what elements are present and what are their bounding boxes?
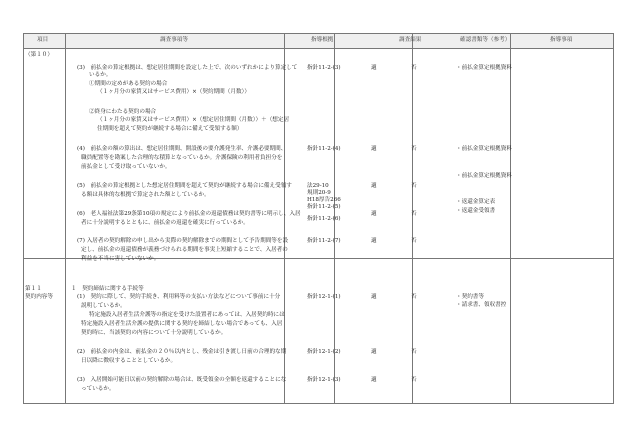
s10-item4-line2: 職員配置等を勘案した合理的な積算となっているか。介護保険の利用者負担分を [81,155,283,161]
s11-item3-no: 否 [411,377,417,383]
s10-item5-basis-4: 指針11-2-(5) [307,204,341,210]
s10-item4-basis: 指針11-2-(4) [307,146,341,152]
s11-item2-line2: 日以降に徴収することとしているか。 [81,358,177,364]
s10-item4-yes: 適 [371,146,377,152]
s10-item3-line3: ①期間の定めがある契約の場合 [89,81,168,87]
s10-item3-no: 否 [411,65,417,71]
s11-item2-line1: (2) 前払金の内金は、前払金の２０％以内とし、残金は引き渡し日前の合理的な期 [77,349,287,355]
s10-item7-line2: 定し、前払金の返還債務が義務づけられる期間を事実上短縮することで、入居者の [81,247,288,253]
s10-item3-line7: 住期間を超えて契約が継続する場合に備えて受領する額） [97,126,243,132]
s11-item1-docs-2: ・請求書、領収書控 [456,302,507,308]
s10-item3-yes: 適 [371,65,377,71]
s11-item1-line4: 特定施設入居者生活介護の提供に関する契約を締結しない場合であっても、入居 [81,321,283,327]
s10-item5-line2: る額は具体的な根拠で算定された額としているか。 [81,192,210,198]
s11-item1-yes: 適 [371,294,377,300]
s10-item5-no: 否 [411,183,417,189]
s10-item6-yes: 適 [371,211,377,217]
s11-item2-basis: 指針12-1-(2) [307,349,341,355]
section10-cell [24,49,66,259]
s11-item3-basis: 指針12-1-(3) [307,377,341,383]
s10-item5-yes: 適 [371,183,377,189]
s10-item4-docs: ・前払金算定根拠資料 [456,146,512,152]
s10-item7-line1: (7) 入居者の契約解除の申し出から実際の契約解除までの期間として予告期間等を設 [77,238,289,244]
header-result: 調査結果 [399,37,422,43]
s10-item6-docs-1: ・返還金算定表 [456,199,496,205]
section11-heading: １ 契約締結に関する手続等 [71,286,144,292]
s10-item4-no: 否 [411,146,417,152]
s10-item3-basis: 指針11-2-(3) [307,65,341,71]
s10-item3-line6: （１ヶ月分の家賃又はサービス費用）×（想定居住期間（月数））＋（想定居 [97,117,290,123]
s10-item7-no: 否 [411,238,417,244]
s10-item5-basis-2: 規則20-9 [307,190,331,196]
s11-item3-yes: 適 [371,377,377,383]
header-matters: 調査事項等 [160,37,188,43]
s11-item1-basis: 指針12-1-(1) [307,294,341,300]
s11-item1-line1: (1) 契約に際して、契約手続き、利用料等の支払い方法などについて事前に十分 [77,294,281,300]
s10-item5-basis-1: 法29-10 [307,183,329,189]
section11-cell [24,259,66,404]
header-docs: 確認書類等（参考） [460,37,511,43]
s10-item3-line1: (3) 前払金の算定根拠は、想定居住期間を設定した上で、次のいずれかにより算定して [77,65,298,71]
header-item: 項目 [37,37,49,43]
s10-item6-docs-2: ・返還金受領書 [456,208,496,214]
s10-item5-docs: ・前払金算定根拠資料 [456,173,512,179]
s10-item7-line3: 利益を不当に害していないか。 [81,256,160,262]
s11-item3-line1: (3) 入居開始可能日以前の契約解除の場合は、既受領金の全額を返還することにな [77,377,287,383]
s10-item3-line5: ②終身にわたる契約の場合 [89,109,157,115]
s10-item6-basis: 指針11-2-(6) [307,216,341,222]
section10-label: （第１０） [25,52,53,58]
s10-item3-docs: ・前払金算定根拠資料 [456,65,512,71]
s11-item1-line5: 契約時に、当該契約の内容について十分説明しているか。 [81,330,227,336]
s10-item6-line1: (6) 老人福祉法第29条第10項の規定により前払金の返還債務は契約書等に明示し、入居 [77,211,301,217]
s11-item1-docs-1: ・契約書等 [456,294,484,300]
s11-item1-line3: 特定施設入居者生活介護等の指定を受けた設置者にあっては、入居契約時には [89,312,285,318]
s10-item4-line1: (4) 前払金の額の算出は、想定居住期間、開設後の要介護発生率、介護必要期間、 [77,146,287,152]
s11-item1-no: 否 [411,294,417,300]
s11-item2-no: 否 [411,349,417,355]
s10-item7-yes: 適 [371,238,377,244]
header-guidance: 指導事項 [550,37,573,43]
s10-item5-line1: (5) 前払金の算定根拠とした想定居住期間を超えて契約が継続する場合に備え受領す [77,183,292,189]
s10-item7-basis: 指針11-2-(7) [307,238,341,244]
s10-item6-no: 否 [411,211,417,217]
s11-item3-line2: っているか。 [81,386,115,392]
section11-label-1: 第１１ [25,286,42,292]
header-basis: 指導根拠 [311,37,334,43]
s10-item3-line2: いるか。 [89,72,112,78]
s10-item3-line4: （１ヶ月分の家賃又はサービス費用）×（契約期間（月数）） [97,89,250,95]
s10-item5-basis-3: H18厚告266 [307,197,341,203]
s10-item4-line3: 前払金として受け取っていないか。 [81,164,171,170]
s11-item1-line2: 説明しているか。 [81,303,126,309]
section11-label-2: 契約内容等 [25,294,53,300]
s10-item6-line2: 者に十分説明するとともに、前払金の返還を確実に行っているか。 [81,220,249,226]
s11-item2-yes: 適 [371,349,377,355]
